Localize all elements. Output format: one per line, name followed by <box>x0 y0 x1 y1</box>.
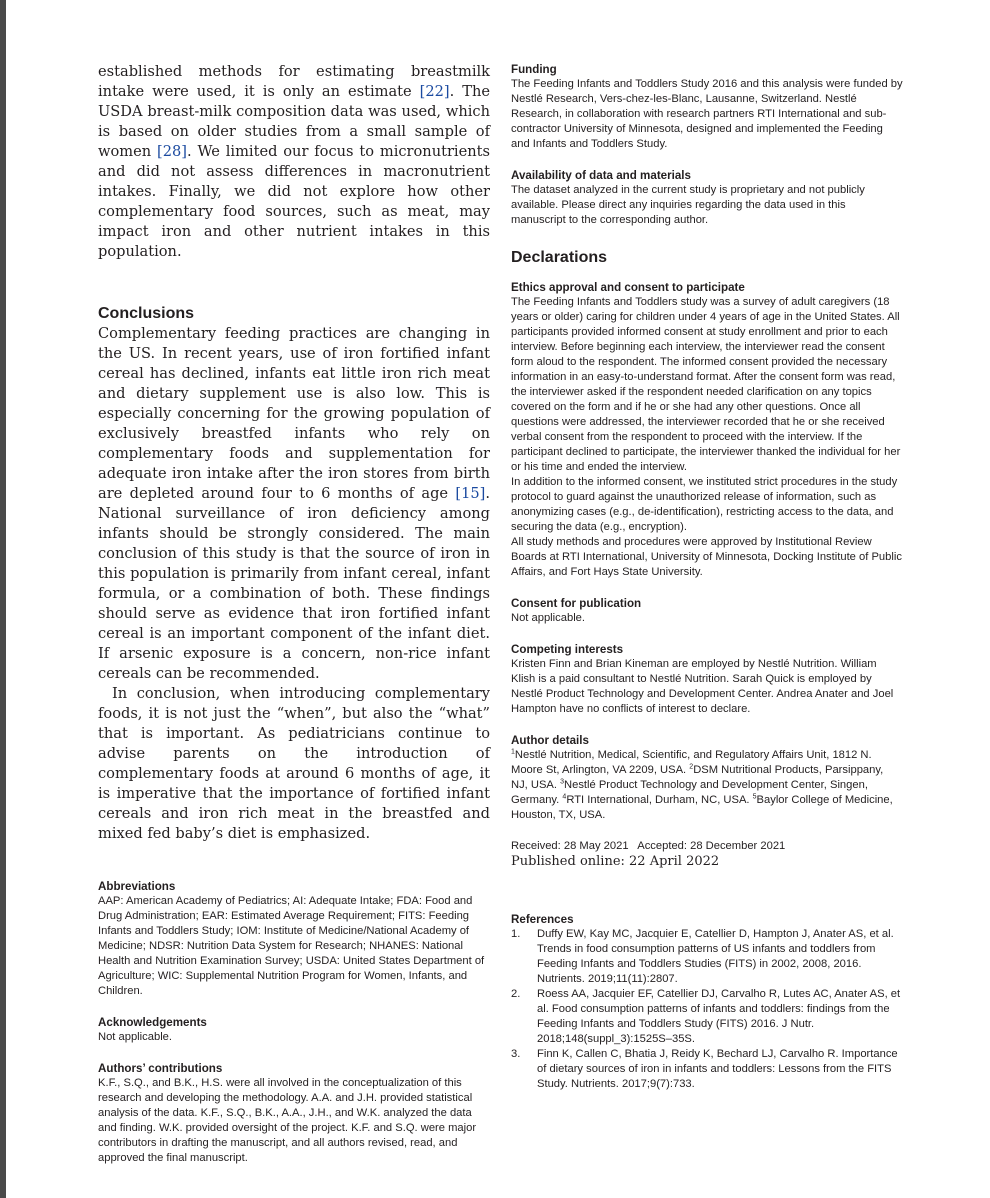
body-text: Complementary feeding practices are changing in the US. In recent years, use of iron fortified infant cereal has declined, infants eat little iron rich meat and dietary supplement use is also low. This is especially concerning for the growing population of exclusively breastfed infants who rely on complementary foods and supplementation for adequate iron intake after the iron stores from birth are depleted around four to 6 months of age <box>98 325 490 502</box>
consent-text: Not applicable. <box>511 612 586 624</box>
published-date: Published online: 22 April 2022 <box>511 854 720 869</box>
acknowledgements-heading: Acknowledgements <box>98 1016 207 1029</box>
references-section <box>511 912 903 1092</box>
author-details-section <box>511 733 903 823</box>
reference-number: 3. <box>511 1048 521 1060</box>
left-column <box>98 62 490 1166</box>
affiliation-number: 5 <box>752 793 757 801</box>
affiliation-number: 1 <box>511 748 515 756</box>
affiliation: DSM Nutritional Products, Parsippany, NJ, USA. <box>511 764 884 791</box>
ethics-paragraph-2: In addition to the informed consent, we instituted strict procedures in the study protocol to guard against the unauthorized release of information, such as anonymizing cases (e.g., de-identification), restricting access to the data, and securing the data (e.g., encryption). <box>511 476 898 533</box>
reference-item[interactable] <box>511 987 903 1047</box>
dates-section <box>511 839 903 870</box>
funding-heading: Funding <box>511 63 557 76</box>
ethics-paragraph-3: All study methods and procedures were approved by Institutional Review Boards at RTI International, University of Minnesota, Docking Institute of Public Affairs, and Fort Hays State University. <box>511 536 902 578</box>
reference-number: 1. <box>511 928 521 940</box>
body-text: . National surveillance of iron deficiency among infants should be strongly considered. The main conclusion of this study is that the source of iron in this population is primarily from infant cereal, infant formula, or a combination of both. These findings should serve as evidence that iron fortified infant cereal is an important component of the infant diet. If arsenic exposure is a concern, non-rice infant cereals can be recommended. <box>98 485 490 682</box>
citation-link[interactable]: [22] <box>419 83 450 100</box>
abbreviations-heading: Abbreviations <box>98 880 176 893</box>
ethics-section <box>511 280 903 580</box>
reference-number: 2. <box>511 988 521 1000</box>
page-edge-shadow <box>0 0 6 1198</box>
author-details-heading: Author details <box>511 734 589 747</box>
competing-section <box>511 642 903 717</box>
acknowledgements-section <box>98 1015 490 1045</box>
reference-item[interactable] <box>511 927 903 987</box>
contributions-section <box>98 1061 490 1166</box>
affiliation: RTI International, Durham, NC, USA. <box>566 794 753 806</box>
affiliation: Nestlé Nutrition, Medical, Scientific, and Regulatory Affairs Unit, 1812 N. Moore St, Arlington, VA 2209, USA. <box>511 749 872 776</box>
reference-item[interactable] <box>511 1047 903 1092</box>
availability-text: The dataset analyzed in the current study is proprietary and not publicly available. Please direct any inquiries regarding the data used in this manuscript to the corresponding author. <box>511 184 865 226</box>
competing-text: Kristen Finn and Brian Kineman are employed by Nestlé Nutrition. William Klish is a paid consultant to Nestlé Nutrition. Sarah Quick is employed by Nestlé Product Technology and Development Center. Andrea Anater and Joel Hampton have no conflicts of interest to declare. <box>511 658 894 715</box>
ethics-heading: Ethics approval and consent to participate <box>511 281 745 294</box>
funding-text: The Feeding Infants and Toddlers Study 2016 and this analysis were funded by Nestlé Research, Vers-chez-les-Blanc, Lausanne, Switzerland. Nestlé Research, in collaboration with research partners RTI International and sub-contractor University of Minnesota, designed and implemented the Feeding and Infants and Toddlers Study. <box>511 78 903 150</box>
consent-heading: Consent for publication <box>511 597 642 610</box>
body-text: . The USDA breast-milk composition data was used, which is based on older studies from a small sample of women <box>98 83 490 160</box>
affiliation: Baylor College of Medicine, Houston, TX, USA. <box>511 794 893 821</box>
contributions-text: K.F., S.Q., and B.K., H.S. were all involved in the conceptualization of this research and developing the methodology. A.A. and J.H. provided statistical analysis of the data. K.F., S.Q., B.K., A.A., J.H., and W.K. analyzed the data and finding. W.K. provided oversight of the project. K.F. and S.Q. were major contributors in drafting the manuscript, and all authors revised, read, and approved the final manuscript. <box>98 1077 477 1164</box>
reference-text: Duffy EW, Kay MC, Jacquier E, Catellier D, Hampton J, Anater AS, et al. Trends in food consumption patterns of US infants and toddlers from Feeding Infants and Toddlers Studies (FITS) in 2002, 2008, 2016. Nutrients. 2019;11(11):2807. <box>537 928 894 985</box>
conclusions-paragraph-2: In conclusion, when introducing complementary foods, it is not just the “when”, but also the “what” that is important. As pediatricians continue to advise parents on the introduction of complementary foods at around 6 months of age, it is imperative that the importance of fortified infant cereals and iron rich meat in the breastfed and mixed fed baby’s diet is emphasized. <box>98 685 490 842</box>
affiliation-number: 4 <box>562 793 567 801</box>
funding-section <box>511 62 903 152</box>
competing-heading: Competing interests <box>511 643 624 656</box>
availability-heading: Availability of data and materials <box>511 169 691 182</box>
affiliation: Nestlé Product Technology and Development Center, Singen, Germany. <box>511 779 868 806</box>
limitations-paragraph <box>98 62 490 262</box>
affiliation-number: 2 <box>689 763 694 771</box>
right-column <box>511 62 903 1092</box>
citation-link[interactable]: [28] <box>157 143 187 160</box>
reference-text: Finn K, Callen C, Bhatia J, Reidy K, Bechard LJ, Carvalho R. Importance of dietary sources of iron in infants and toddlers: Lessons from the FITS Study. Nutrients. 2017;9(7):733. <box>537 1048 898 1090</box>
acknowledgements-text: Not applicable. <box>98 1031 173 1043</box>
references-list <box>511 927 903 1092</box>
author-details-text <box>511 748 903 823</box>
availability-section <box>511 168 903 228</box>
body-text: . We limited our focus to micronutrients and did not assess differences in macronutrient intakes. Finally, we did not explore how other complementary food sources, such as meat, may impact iron and other nutrient intakes in this population. <box>98 143 490 260</box>
conclusions-body <box>98 324 490 844</box>
conclusions-heading: Conclusions <box>98 305 195 322</box>
citation-link[interactable]: [15] <box>455 485 486 502</box>
body-text: established methods for estimating breastmilk intake were used, it is only an estimate <box>98 63 490 100</box>
declarations-heading: Declarations <box>511 249 608 266</box>
reference-text: Roess AA, Jacquier EF, Catellier DJ, Carvalho R, Lutes AC, Anater AS, et al. Food consumption patterns of infants and toddlers: findings from the Feeding Infants and Toddlers Study (FITS) 2016. J Nutr. 2018;148(suppl_3):1525S–35S. <box>537 988 901 1045</box>
affiliation-number: 3 <box>560 778 565 786</box>
references-heading: References <box>511 913 574 926</box>
received-accepted-dates: Received: 28 May 2021 Accepted: 28 December 2021 <box>511 840 786 852</box>
consent-section <box>511 596 903 626</box>
contributions-heading: Authors’ contributions <box>98 1062 223 1075</box>
abbreviations-text: AAP: American Academy of Pediatrics; AI: Adequate Intake; FDA: Food and Drug Administration; EAR: Estimated Average Requirement; FITS: Feeding Infants and Toddlers Study; IOM: Institute of Medicine/National Academy of Medicine; NDSR: Nutrition Data System for Research; NHANES: National Health and Nutrition Examination Survey; USDA: United States Department of Agriculture; WIC: Supplemental Nutrition Program for Women, Infants, and Children. <box>98 895 485 997</box>
ethics-paragraph-1: The Feeding Infants and Toddlers study was a survey of adult caregivers (18 years or older) caring for children under 4 years of age in the United States. All participants provided informed consent at study enrollment and prior to each interview. Before beginning each interview, the interviewer read the consent form aloud to the respondent. The informed consent provided the necessary information in an easy-to-understand format. After the consent form was read, the interviewer asked if the respondent needed clarification on any topics covered on the form and if he or she had any other questions. Once all questions were addressed, the interviewer recorded that he or she received verbal consent from the respondent to proceed with the interview. If the participant declined to participate, the interviewer thanked the individual for her or his time and ended the interview. <box>511 296 901 473</box>
abbreviations-section <box>98 879 490 999</box>
